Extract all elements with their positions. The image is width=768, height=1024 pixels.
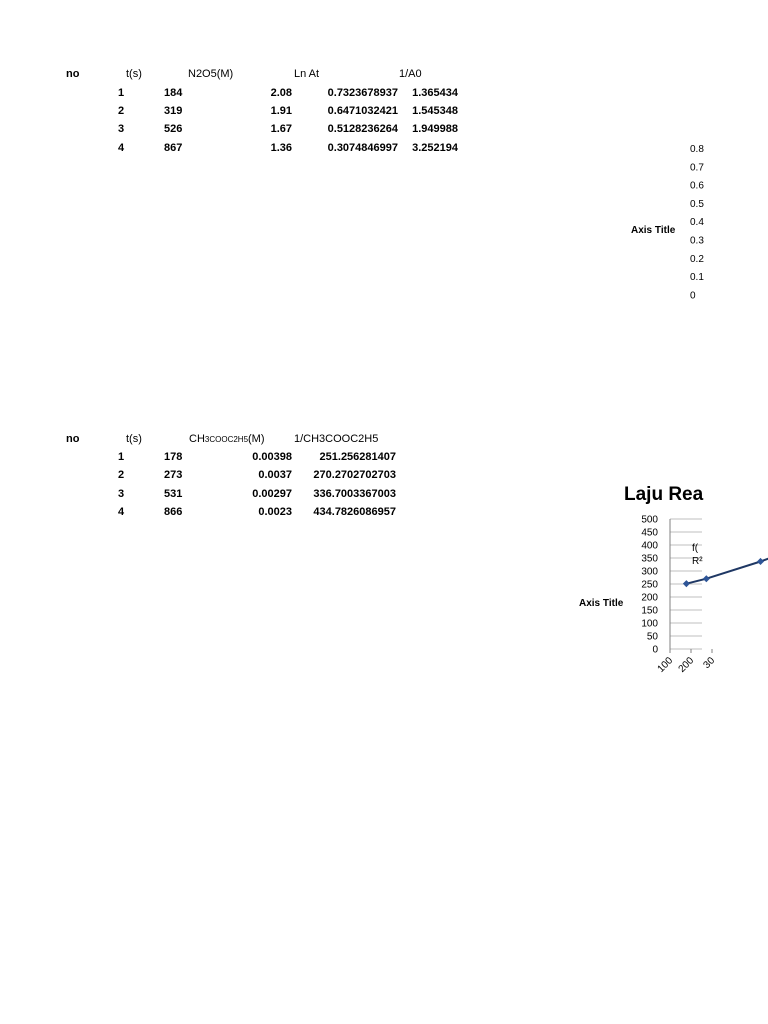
cell-concentration: 0.0023: [258, 506, 292, 518]
chart1-y-tick-label: 0.6: [690, 180, 704, 192]
cell-ln: 0.3074846997: [327, 142, 398, 154]
cell-time: 531: [164, 488, 183, 500]
cell-inverse: 1.365434: [412, 87, 458, 99]
chart2-data-point: [757, 558, 764, 565]
chart2-trend-r-squared: R²: [692, 556, 703, 567]
cell-no: 4: [118, 142, 125, 154]
chart1-y-tick-label: 0.1: [690, 272, 704, 284]
chart1-y-tick-label: 0.4: [690, 217, 704, 229]
cell-time: 526: [164, 123, 183, 135]
cell-time: 867: [164, 142, 183, 154]
table-row: [0, 140, 520, 156]
table-header-row: [0, 66, 520, 82]
chart2-y-tick-label: 500: [641, 514, 658, 526]
cell-time: 319: [164, 105, 183, 117]
header-time: t(s): [126, 433, 142, 445]
table-row: [0, 85, 520, 101]
chart1-y-tick-label: 0: [690, 290, 696, 302]
chart2-x-tick-label: 200: [676, 655, 697, 675]
cell-concentration: 0.0037: [258, 469, 292, 481]
chart2-x-tick-label: 100: [655, 655, 676, 675]
header-ln: Ln At: [294, 68, 320, 80]
header-inverse: 1/CH3COOC2H5: [294, 433, 379, 445]
chart1-y-tick-label: 0.8: [690, 144, 704, 155]
cell-no: 2: [118, 105, 125, 117]
chart2-y-tick-label: 0: [652, 644, 658, 656]
chart2-plot-area: [620, 510, 718, 690]
cell-ln: 0.6471032421: [327, 105, 398, 117]
chart2-y-tick-label: 50: [646, 631, 658, 643]
cell-no: 3: [118, 123, 125, 135]
table-header-row: [0, 431, 520, 447]
table-row: [0, 121, 520, 137]
chart2-axis-title: Axis Title: [579, 598, 624, 609]
chart1-axis-title: Axis Title: [631, 225, 676, 236]
cell-concentration: 0.00297: [252, 488, 292, 500]
header-time: t(s): [126, 68, 142, 80]
cell-no: 3: [118, 488, 125, 500]
chart1-plot-area: [680, 140, 702, 310]
chart2-y-tick-label: 350: [641, 553, 658, 565]
chart2-y-tick-label: 200: [641, 592, 658, 604]
cell-inverse: 270.2702702703: [313, 469, 396, 481]
cell-no: 2: [118, 469, 125, 481]
chart2-y-tick-label: 250: [641, 579, 658, 591]
chart2-y-tick-label: 300: [641, 566, 658, 578]
cell-time: 178: [164, 451, 183, 463]
cell-no: 4: [118, 506, 125, 518]
header-concentration-sub: 3COOC2H5: [204, 435, 249, 444]
cell-ln: 0.5128236264: [327, 123, 398, 135]
cell-inverse: 1.949988: [412, 123, 458, 135]
chart2-x-tick-label: 30: [701, 655, 718, 671]
header-concentration: N2O5(M): [188, 68, 234, 80]
header-concentration: [189, 431, 265, 448]
chart1-y-tick-label: 0.3: [690, 235, 704, 247]
table-row: [0, 449, 520, 465]
cell-concentration: 1.67: [270, 123, 292, 135]
cell-inverse: 3.252194: [412, 142, 458, 154]
cell-time: 273: [164, 469, 183, 481]
chart2-y-tick-label: 450: [641, 527, 658, 539]
chart1-y-tick-label: 0.5: [690, 198, 704, 210]
cell-inverse: 251.256281407: [319, 451, 396, 463]
table-row: [0, 486, 520, 502]
chart2-title: Laju Rea: [624, 484, 704, 505]
header-concentration-prefix: CH: [189, 433, 205, 445]
cell-inverse: 1.545348: [412, 105, 458, 117]
cell-no: 1: [118, 451, 125, 463]
cell-concentration: 1.91: [270, 105, 292, 117]
header-inverse: 1/A0: [399, 68, 422, 80]
chart2-trend-equation: f(: [692, 543, 699, 554]
cell-inverse: 434.7826086957: [313, 506, 396, 518]
table-row: [0, 504, 520, 520]
cell-time: 866: [164, 506, 183, 518]
header-concentration-suffix: (M): [248, 433, 265, 445]
cell-no: 1: [118, 87, 125, 99]
chart2-y-tick-label: 150: [641, 605, 658, 617]
cell-ln: 0.7323678937: [327, 87, 398, 99]
cell-inverse: 336.7003367003: [313, 488, 396, 500]
cell-concentration: 1.36: [270, 142, 292, 154]
header-no: no: [66, 68, 80, 80]
chart1-svg: [680, 140, 702, 310]
chart2-svg: [620, 510, 718, 690]
table-row: [0, 467, 520, 483]
cell-time: 184: [164, 87, 183, 99]
cell-concentration: 2.08: [270, 87, 292, 99]
chart2-data-point: [683, 580, 690, 587]
chart2-y-tick-label: 400: [641, 540, 658, 552]
chart1-y-tick-label: 0.2: [690, 253, 704, 265]
table-row: [0, 103, 520, 119]
cell-concentration: 0.00398: [252, 451, 292, 463]
chart1-y-tick-label: 0.7: [690, 162, 704, 174]
header-no: no: [66, 433, 80, 445]
chart2-y-tick-label: 100: [641, 618, 658, 630]
chart2-data-point: [703, 575, 710, 582]
